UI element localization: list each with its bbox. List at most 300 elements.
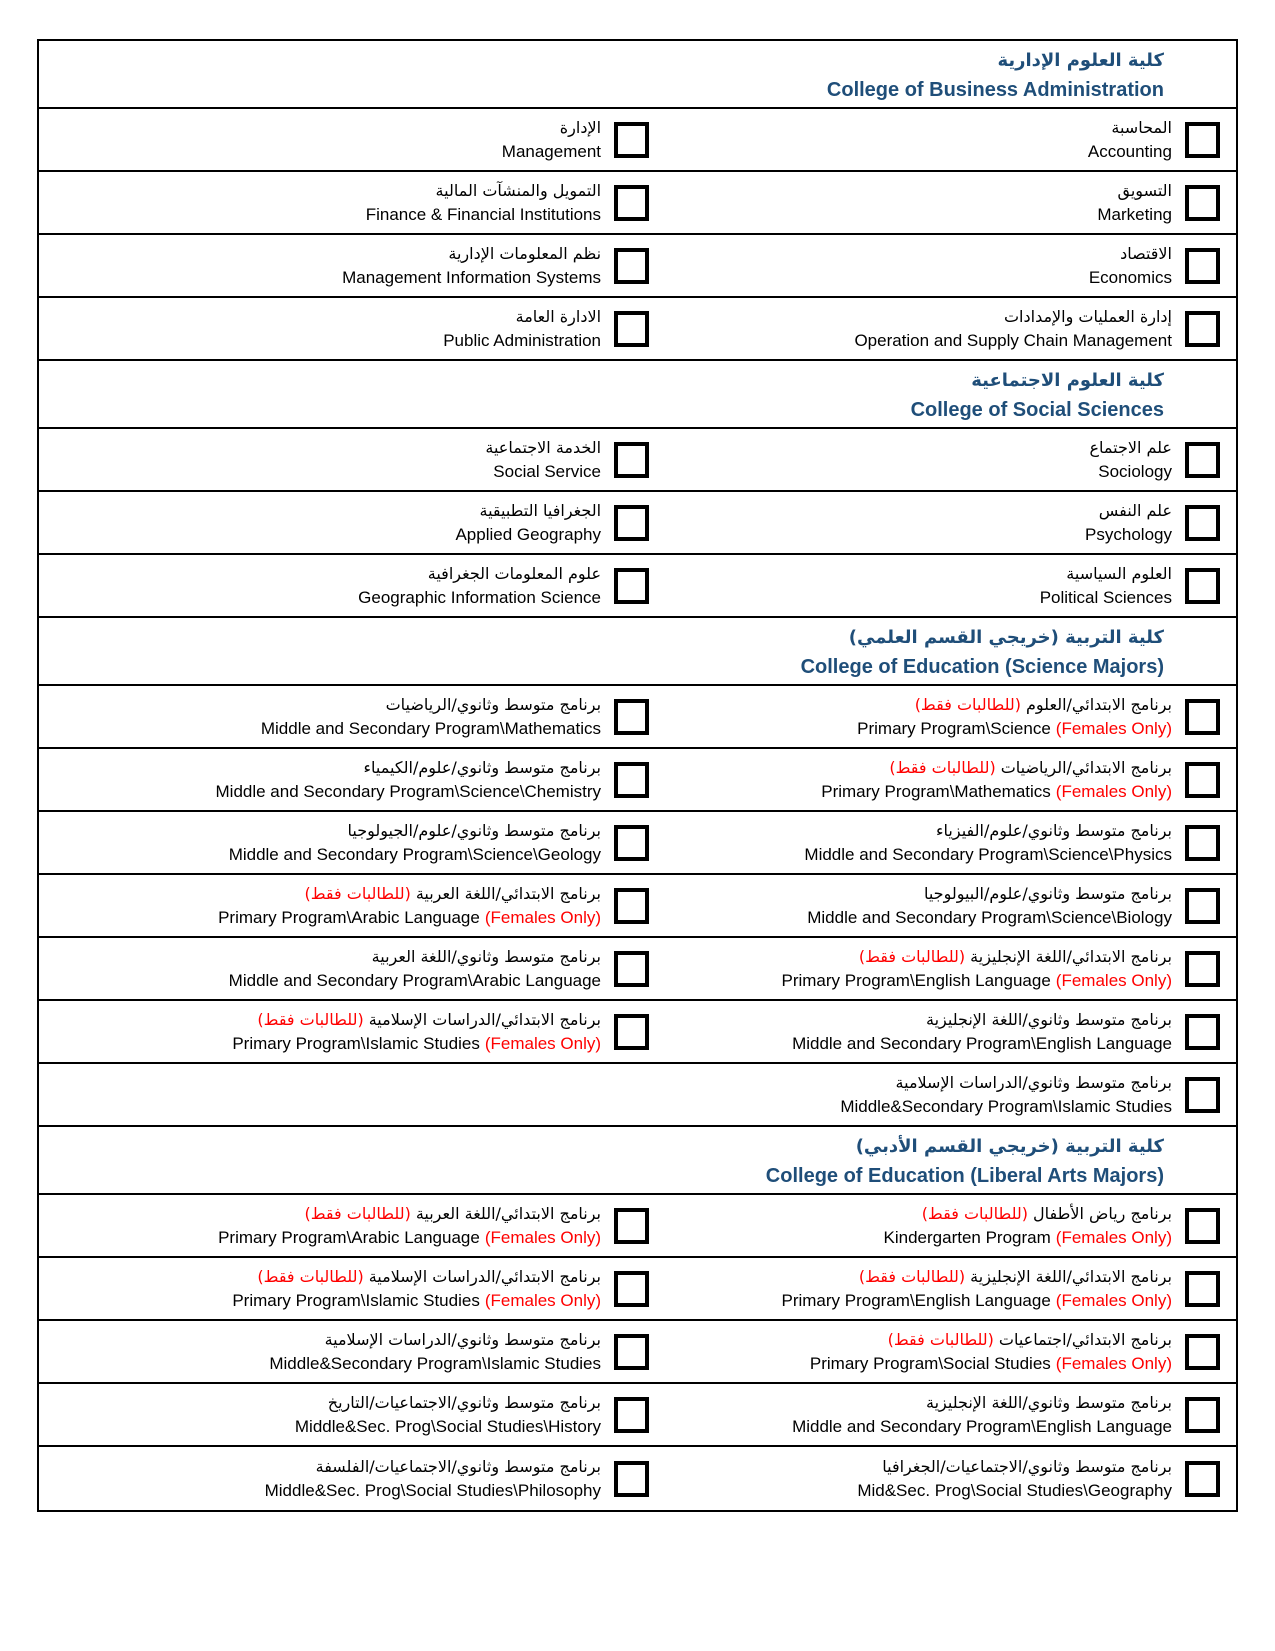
females-only-arabic-label: (للطالبات فقط): [921, 1203, 1028, 1223]
program-checkbox[interactable]: [1185, 1334, 1220, 1370]
program-name-english: [1040, 585, 1172, 610]
program-cell-right: [665, 492, 1236, 553]
section-header-row: [39, 41, 1236, 109]
program-checkbox[interactable]: [614, 248, 649, 284]
program-name-arabic: [305, 1202, 602, 1225]
program-name-arabic: [560, 116, 601, 139]
program-labels: [840, 1071, 1172, 1119]
program-name-english-text: Middle and Secondary Program\Science\Chemistry: [215, 781, 602, 801]
program-name-arabic-text: الادارة العامة: [515, 306, 602, 326]
section-title-arabic: كلية العلوم الاجتماعية: [971, 370, 1164, 391]
program-name-english: [232, 1031, 601, 1056]
program-name-arabic-text: العلوم السياسية: [1066, 563, 1172, 583]
program-cell-left: [39, 686, 665, 747]
program-name-arabic-text: المحاسبة: [1111, 117, 1172, 137]
program-name-english: [269, 1351, 601, 1376]
program-row: [39, 1447, 1236, 1510]
program-name-arabic: [386, 693, 601, 716]
program-name-english: [792, 1414, 1172, 1439]
program-name-arabic: [516, 305, 601, 328]
program-row: [39, 172, 1236, 235]
program-checkbox[interactable]: [614, 568, 649, 604]
program-checkbox[interactable]: [1185, 311, 1220, 347]
program-name-arabic: [1120, 242, 1172, 265]
program-name-arabic-text: علم النفس: [1098, 500, 1172, 520]
program-name-english-text: Public Administration: [443, 330, 602, 350]
program-name-arabic: [859, 945, 1172, 968]
program-labels: [1097, 179, 1172, 227]
program-name-arabic-text: برنامج متوسط وثانوي/اللغة العربية: [371, 946, 602, 966]
program-checkbox[interactable]: [1185, 1208, 1220, 1244]
program-name-arabic-text: برنامج الابتدائي/اللغة العربية: [415, 1203, 602, 1223]
program-cell-left: [39, 1384, 665, 1445]
section-header-row: [39, 361, 1236, 429]
program-name-english-text: Middle and Secondary Program\Mathematics: [260, 718, 602, 738]
program-cell-left: [39, 235, 665, 296]
program-name-english-text: Finance & Financial Institutions: [365, 204, 602, 224]
program-cell-left: [39, 749, 665, 810]
program-checkbox[interactable]: [1185, 1461, 1220, 1497]
program-name-arabic-text: الخدمة الاجتماعية: [485, 437, 602, 457]
program-name-arabic-text: برنامج متوسط وثانوي/اللغة الإنجليزية: [926, 1009, 1172, 1029]
females-only-arabic-label: (للطالبات فقط): [887, 1329, 994, 1349]
program-name-english: [1088, 139, 1172, 164]
program-checkbox[interactable]: [614, 505, 649, 541]
program-name-english: [792, 1031, 1172, 1056]
program-name-arabic-text: علم الاجتماع: [1089, 437, 1172, 457]
program-cell-right: [665, 298, 1236, 359]
females-only-english-label: (Females Only): [484, 1033, 602, 1053]
program-name-arabic-text: علوم المعلومات الجغرافية: [427, 563, 602, 583]
program-name-english-text: Social Service: [493, 461, 602, 481]
program-name-arabic: [924, 882, 1172, 905]
section-title-arabic: كلية التربية (خريجي القسم الأدبي): [855, 1136, 1164, 1157]
program-name-arabic: [882, 1455, 1172, 1478]
program-checkbox[interactable]: [1185, 442, 1220, 478]
program-name-arabic-text: التسويق: [1117, 180, 1172, 200]
program-labels: [229, 945, 601, 993]
program-name-arabic: [328, 1391, 601, 1414]
program-checkbox[interactable]: [614, 762, 649, 798]
program-name-english: [1085, 522, 1172, 547]
program-name-arabic-text: برنامج الابتدائي/اللغة الإنجليزية: [970, 1266, 1172, 1286]
program-name-arabic: [257, 1008, 601, 1031]
program-name-arabic: [1066, 562, 1172, 585]
program-name-english: [840, 1094, 1172, 1119]
program-name-arabic-text: برنامج متوسط وثانوي/علوم/البيولوجيا: [923, 883, 1172, 903]
program-checkbox[interactable]: [1185, 825, 1220, 861]
program-name-arabic-text: برنامج متوسط وثانوي/اللغة الإنجليزية: [926, 1392, 1172, 1412]
program-cell-left: [39, 172, 665, 233]
females-only-english-label: (Females Only): [1055, 718, 1172, 738]
program-name-english-text: Primary Program\Islamic Studies: [232, 1033, 480, 1053]
program-name-arabic-text: برنامج الابتدائي/الرياضيات: [1000, 757, 1172, 777]
program-labels: [1085, 499, 1172, 547]
females-only-arabic-label: (للطالبات فقط): [257, 1009, 364, 1029]
program-cell-left: [39, 1001, 665, 1062]
program-name-english-text: Middle and Secondary Program\Arabic Language: [228, 970, 602, 990]
program-selection-table: [37, 39, 1238, 1512]
program-row: [39, 749, 1236, 812]
program-cell-left: [39, 1447, 665, 1510]
program-name-english-text: Management: [501, 141, 602, 161]
program-labels: [232, 1008, 601, 1056]
program-name-english-text: Management Information Systems: [342, 267, 602, 287]
females-only-arabic-label: (للطالبات فقط): [914, 694, 1021, 714]
section-title-arabic: كلية العلوم الإدارية: [997, 50, 1164, 71]
program-labels: [443, 305, 601, 353]
program-checkbox[interactable]: [1185, 951, 1220, 987]
program-checkbox[interactable]: [614, 699, 649, 735]
program-row: [39, 492, 1236, 555]
program-checkbox[interactable]: [614, 1397, 649, 1433]
program-name-english-text: Middle&Sec. Prog\Social Studies\History: [294, 1416, 602, 1436]
program-cell-left: [39, 298, 665, 359]
program-name-arabic-text: برنامج متوسط وثانوي/علوم/الفيزياء: [936, 820, 1172, 840]
program-checkbox[interactable]: [614, 311, 649, 347]
program-checkbox[interactable]: [614, 825, 649, 861]
program-name-arabic: [305, 882, 602, 905]
program-labels: [792, 1391, 1172, 1439]
program-name-english: [216, 779, 602, 804]
program-labels: [342, 242, 601, 290]
program-cell-left: [39, 429, 665, 490]
program-cell-right: [665, 875, 1236, 936]
program-checkbox[interactable]: [614, 1334, 649, 1370]
program-checkbox[interactable]: [1185, 568, 1220, 604]
program-name-arabic: [316, 1455, 601, 1478]
program-name-english: [261, 716, 601, 741]
program-cell-left: [39, 812, 665, 873]
program-cell-right: [665, 1064, 1236, 1125]
program-name-english: [493, 459, 601, 484]
program-name-arabic-text: برنامج متوسط وثانوي/علوم/الجيولوجيا: [347, 820, 602, 840]
program-labels: [216, 756, 602, 804]
program-row: [39, 1321, 1236, 1384]
program-name-arabic: [1099, 499, 1172, 522]
program-labels: [810, 1328, 1172, 1376]
program-labels: [857, 1455, 1172, 1503]
program-row: [39, 1001, 1236, 1064]
program-name-english: [295, 1414, 601, 1439]
program-name-arabic: [915, 693, 1172, 716]
section-title-english: College of Business Administration: [826, 79, 1164, 101]
program-name-english: [455, 522, 601, 547]
program-cell-left: [39, 555, 665, 616]
females-only-english-label: (Females Only): [1055, 970, 1172, 990]
program-labels: [218, 1202, 601, 1250]
females-only-english-label: (Females Only): [1055, 1227, 1172, 1247]
program-name-english: [1097, 202, 1172, 227]
program-name-english-text: Primary Program\English Language: [781, 970, 1051, 990]
program-cell-right: [665, 812, 1236, 873]
program-checkbox[interactable]: [1185, 1077, 1220, 1113]
program-cell-right: [665, 429, 1236, 490]
section-title-english: College of Education (Liberal Arts Majors): [765, 1165, 1164, 1187]
program-labels: [1088, 116, 1172, 164]
program-row: [39, 1195, 1236, 1258]
program-checkbox[interactable]: [614, 1014, 649, 1050]
program-cell-right: [665, 109, 1236, 170]
program-name-english-text: Mid&Sec. Prog\Social Studies\Geography: [857, 1480, 1172, 1500]
program-checkbox[interactable]: [614, 1461, 649, 1497]
program-checkbox[interactable]: [1185, 1397, 1220, 1433]
section-header-row: [39, 1127, 1236, 1195]
program-cell-right: [665, 1321, 1236, 1382]
females-only-english-label: (Females Only): [484, 907, 602, 927]
program-name-arabic: [364, 756, 602, 779]
program-cell-right: [665, 172, 1236, 233]
program-labels: [1040, 562, 1172, 610]
program-name-arabic: [257, 1265, 601, 1288]
program-name-arabic: [926, 1391, 1172, 1414]
program-cell-left: [39, 492, 665, 553]
program-name-arabic: [936, 819, 1172, 842]
program-labels: [218, 882, 601, 930]
program-checkbox[interactable]: [1185, 1014, 1220, 1050]
program-name-english: [854, 328, 1172, 353]
females-only-arabic-label: (للطالبات فقط): [304, 883, 411, 903]
program-name-arabic-text: الإدارة: [559, 117, 602, 137]
program-labels: [884, 1202, 1172, 1250]
program-cell-left: [39, 1321, 665, 1382]
program-labels: [232, 1265, 601, 1313]
program-name-arabic: [889, 756, 1172, 779]
program-name-english: [807, 905, 1172, 930]
program-name-english-text: Geographic Information Science: [358, 587, 602, 607]
program-name-arabic: [485, 436, 601, 459]
program-name-english-text: Primary Program\Mathematics: [821, 781, 1051, 801]
females-only-arabic-label: (للطالبات فقط): [858, 946, 966, 966]
program-name-english-text: Primary Program\English Language: [781, 1290, 1051, 1310]
females-only-english-label: (Females Only): [1055, 781, 1172, 801]
females-only-arabic-label: (للطالبات فقط): [889, 757, 996, 777]
program-labels: [781, 1265, 1172, 1313]
program-name-arabic-text: إدارة العمليات والإمدادات: [1003, 306, 1172, 326]
program-checkbox[interactable]: [1185, 762, 1220, 798]
program-name-arabic-text: برنامج متوسط وثانوي/الرياضيات: [385, 694, 602, 714]
program-name-english-text: Primary Program\Islamic Studies: [232, 1290, 480, 1310]
program-name-english: [218, 905, 601, 930]
program-name-arabic-text: الجغرافيا التطبيقية: [479, 500, 602, 520]
program-name-english-text: Primary Program\Social Studies: [809, 1353, 1051, 1373]
program-name-arabic: [896, 1071, 1172, 1094]
program-name-english-text: Middle&Sec. Prog\Social Studies\Philosophy: [264, 1480, 602, 1500]
program-name-english-text: Middle and Secondary Program\Science\Geology: [228, 844, 602, 864]
program-cell-right: [665, 1195, 1236, 1256]
program-name-english: [218, 1225, 601, 1250]
program-row: [39, 555, 1236, 618]
program-labels: [857, 693, 1172, 741]
program-name-english: [443, 328, 601, 353]
program-name-english-text: Middle&Secondary Program\Islamic Studies: [840, 1096, 1172, 1116]
program-labels: [807, 882, 1172, 930]
program-name-english: [502, 139, 601, 164]
program-cell-right: [665, 686, 1236, 747]
program-row: [39, 686, 1236, 749]
section-title-arabic: كلية التربية (خريجي القسم العلمي): [848, 627, 1164, 648]
program-name-english: [810, 1351, 1172, 1376]
program-cell-left: [39, 1195, 665, 1256]
program-cell-right: [665, 1001, 1236, 1062]
program-name-english-text: Psychology: [1085, 524, 1172, 544]
program-checkbox[interactable]: [614, 888, 649, 924]
program-name-english: [821, 779, 1172, 804]
program-name-arabic: [428, 562, 601, 585]
program-labels: [821, 756, 1172, 804]
program-name-arabic: [325, 1328, 601, 1351]
program-name-arabic: [859, 1265, 1172, 1288]
program-row: [39, 298, 1236, 361]
program-name-arabic-text: برنامج الابتدائي/اللغة الإنجليزية: [970, 946, 1172, 966]
program-name-arabic: [480, 499, 602, 522]
program-name-english-text: Primary Program\Arabic Language: [218, 1227, 480, 1247]
program-checkbox[interactable]: [614, 185, 649, 221]
program-labels: [854, 305, 1172, 353]
program-name-english: [229, 842, 601, 867]
program-labels: [455, 499, 601, 547]
females-only-english-label: (Females Only): [484, 1227, 602, 1247]
program-row: [39, 109, 1236, 172]
program-row: [39, 235, 1236, 298]
program-name-english: [1089, 265, 1172, 290]
program-cell-left: [39, 938, 665, 999]
program-name-arabic: [888, 1328, 1172, 1351]
program-name-english-text: Primary Program\Arabic Language: [218, 907, 480, 927]
program-labels: [502, 116, 601, 164]
program-row: [39, 938, 1236, 1001]
program-labels: [792, 1008, 1172, 1056]
program-name-arabic: [926, 1008, 1172, 1031]
program-cell-left: [39, 1258, 665, 1319]
program-name-english: [857, 716, 1172, 741]
program-checkbox[interactable]: [1185, 122, 1220, 158]
program-checkbox[interactable]: [614, 1271, 649, 1307]
program-checkbox[interactable]: [614, 442, 649, 478]
program-name-english: [1098, 459, 1172, 484]
program-labels: [1089, 436, 1172, 484]
females-only-arabic-label: (للطالبات فقط): [304, 1203, 411, 1223]
program-name-arabic-text: برنامج الابتدائي/العلوم: [1026, 694, 1172, 714]
program-name-arabic-text: الاقتصاد: [1120, 243, 1172, 263]
program-checkbox[interactable]: [1185, 185, 1220, 221]
program-name-english: [884, 1225, 1172, 1250]
program-cell-right: [665, 749, 1236, 810]
program-name-arabic-text: برنامج الابتدائي/الدراسات الإسلامية: [368, 1266, 602, 1286]
program-name-arabic-text: برنامج متوسط وثانوي/الاجتماعيات/التاريخ: [327, 1392, 602, 1412]
program-cell-right: [665, 1258, 1236, 1319]
program-name-arabic: [1111, 116, 1172, 139]
program-name-arabic: [348, 819, 602, 842]
program-name-english-text: Primary Program\Science: [857, 718, 1051, 738]
program-row: [39, 875, 1236, 938]
program-name-english: [229, 968, 601, 993]
program-name-english: [342, 265, 601, 290]
program-name-arabic-text: برنامج الابتدائي/اجتماعيات: [998, 1329, 1172, 1349]
program-name-arabic: [1118, 179, 1172, 202]
program-name-arabic-text: برنامج متوسط وثانوي/الدراسات الإسلامية: [895, 1072, 1172, 1092]
program-name-arabic-text: برنامج الابتدائي/الدراسات الإسلامية: [368, 1009, 602, 1029]
program-labels: [804, 819, 1172, 867]
females-only-english-label: (Females Only): [484, 1290, 602, 1310]
program-name-english-text: Kindergarten Program: [883, 1227, 1051, 1247]
program-cell-empty: [39, 1064, 665, 1125]
program-checkbox[interactable]: [1185, 505, 1220, 541]
program-name-english: [804, 842, 1172, 867]
program-name-english-text: Accounting: [1087, 141, 1172, 161]
program-cell-left: [39, 109, 665, 170]
program-labels: [229, 819, 601, 867]
program-labels: [261, 693, 601, 741]
program-name-english: [781, 1288, 1172, 1313]
program-row: [39, 1384, 1236, 1447]
program-checkbox[interactable]: [614, 1208, 649, 1244]
females-only-english-label: (Females Only): [1055, 1353, 1172, 1373]
program-checkbox[interactable]: [614, 122, 649, 158]
program-name-english-text: Middle&Secondary Program\Islamic Studies: [269, 1353, 602, 1373]
program-name-english: [781, 968, 1172, 993]
program-name-english-text: Applied Geography: [455, 524, 602, 544]
females-only-arabic-label: (للطالبات فقط): [257, 1266, 364, 1286]
program-name-arabic: [372, 945, 601, 968]
program-labels: [269, 1328, 601, 1376]
program-cell-right: [665, 1384, 1236, 1445]
program-labels: [265, 1455, 601, 1503]
program-name-arabic-text: برنامج رياض الأطفال: [1033, 1203, 1172, 1223]
program-name-arabic-text: برنامج متوسط وثانوي/الاجتماعيات/الجغرافيا: [882, 1456, 1172, 1476]
program-labels: [485, 436, 601, 484]
program-name-english-text: Middle and Secondary Program\Science\Biology: [807, 907, 1172, 927]
program-name-english-text: Middle and Secondary Program\English Language: [792, 1416, 1172, 1436]
program-cell-right: [665, 1447, 1236, 1510]
program-name-english-text: Middle and Secondary Program\Science\Physics: [804, 844, 1172, 864]
program-name-english-text: Sociology: [1098, 461, 1172, 481]
program-row: [39, 429, 1236, 492]
program-cell-left: [39, 875, 665, 936]
females-only-arabic-label: (للطالبات فقط): [858, 1266, 966, 1286]
program-name-arabic-text: برنامج الابتدائي/اللغة العربية: [415, 883, 602, 903]
program-checkbox[interactable]: [1185, 248, 1220, 284]
program-name-english: [232, 1288, 601, 1313]
females-only-english-label: (Females Only): [1055, 1290, 1172, 1310]
program-checkbox[interactable]: [1185, 699, 1220, 735]
section-title-english: College of Education (Science Majors): [800, 656, 1164, 678]
program-cell-right: [665, 555, 1236, 616]
program-checkbox[interactable]: [1185, 1271, 1220, 1307]
program-name-arabic: [922, 1202, 1172, 1225]
program-name-arabic: [1004, 305, 1172, 328]
program-checkbox[interactable]: [614, 951, 649, 987]
program-name-arabic-text: التمويل والمنشآت المالية: [435, 180, 602, 200]
program-name-english-text: Middle and Secondary Program\English Language: [792, 1033, 1172, 1053]
program-name-english: [265, 1478, 601, 1503]
program-name-english: [366, 202, 601, 227]
program-row: [39, 1064, 1236, 1127]
program-name-english-text: Operation and Supply Chain Management: [854, 330, 1172, 350]
program-name-arabic-text: برنامج متوسط وثانوي/علوم/الكيمياء: [363, 757, 602, 777]
program-name-english-text: Marketing: [1097, 204, 1172, 224]
program-name-arabic-text: برنامج متوسط وثانوي/الاجتماعيات/الفلسفة: [315, 1456, 602, 1476]
section-title-english: College of Social Sciences: [910, 399, 1164, 421]
program-labels: [1089, 242, 1172, 290]
program-cell-right: [665, 938, 1236, 999]
section-header-row: [39, 618, 1236, 686]
program-name-english: [857, 1478, 1172, 1503]
program-checkbox[interactable]: [1185, 888, 1220, 924]
program-row: [39, 812, 1236, 875]
program-labels: [295, 1391, 601, 1439]
program-name-english-text: Economics: [1088, 267, 1172, 287]
